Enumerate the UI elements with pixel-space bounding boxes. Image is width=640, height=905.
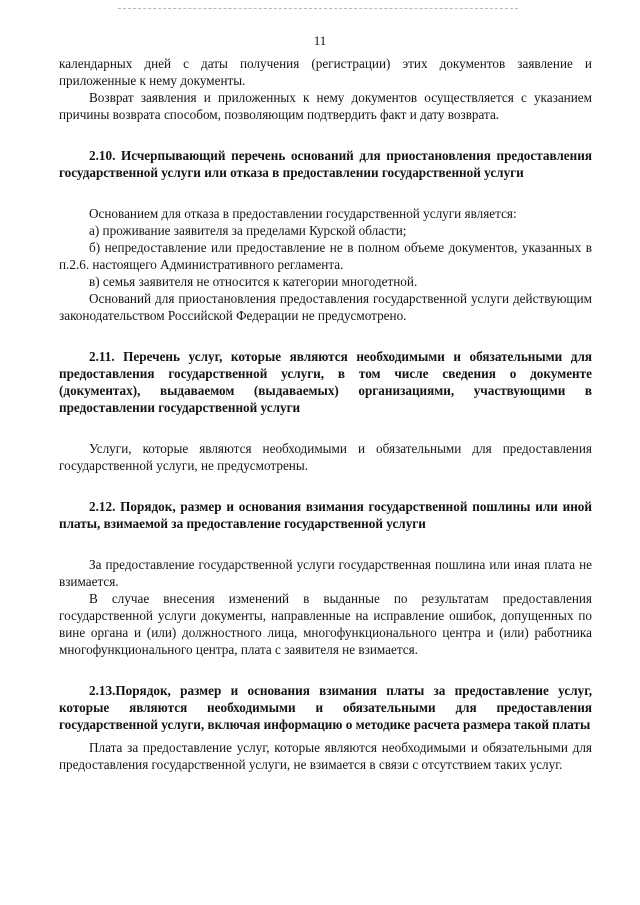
paragraph: Услуги, которые являются необходимыми и обязательными для предоставления государственной услуги, не предусмотрены.	[59, 441, 592, 473]
paragraph: Возврат заявления и приложенных к нему документов осуществляется с указанием причины возврата способом, позволяющим подтвердить факт и дату возврата.	[59, 90, 592, 122]
section-heading: 2.11. Перечень услуг, которые являются необходимыми и обязательными для предоставления государственной услуги, в том числе сведения о документе (документах), выдаваемом (выдаваемых) организациями, участвующими в предоставлении государственной услуги	[59, 349, 592, 415]
paragraph: календарных дней с даты получения (регистрации) этих документов заявление и приложенные к нему документы.	[59, 56, 592, 88]
paragraph: В случае внесения изменений в выданные по результатам предоставления государственной услуги документы, направленные на исправление ошибок, допущенных по вине органа и (или) должностного лица, многофункционального центра и (или) работника многофункционального центра, плата с заявителя не взимается.	[59, 591, 592, 657]
page-number: 11	[313, 33, 327, 48]
paragraph: Плата за предоставление услуг, которые являются необходимыми и обязательными для предоставления государственной услуги, не взимается в связи с отсутствием таких услуг.	[59, 740, 592, 772]
section-heading: 2.13.Порядок, размер и основания взимания платы за предоставление услуг, которые являются необходимыми и обязательными для предоставления государственной услуги, включая информацию о методике расчета размера такой платы	[59, 683, 592, 732]
top-border-line	[118, 8, 518, 9]
document-body	[59, 55, 592, 773]
paragraph: Оснований для приостановления предоставления государственной услуги действующим законодательством Российской Федерации не предусмотрено.	[59, 291, 592, 323]
section-heading: 2.12. Порядок, размер и основания взимания государственной пошлины или иной платы, взимаемой за предоставление государственной услуги	[59, 499, 592, 531]
section-heading: 2.10. Исчерпывающий перечень оснований для приостановления предоставления государственной услуги или отказа в предоставлении государственной услуги	[59, 148, 592, 180]
paragraph: Основанием для отказа в предоставлении государственной услуги является:	[89, 206, 517, 221]
paragraph: За предоставление государственной услуги государственная пошлина или иная плата не взимается.	[59, 557, 592, 589]
paragraph: в) семья заявителя не относится к категории многодетной.	[89, 274, 418, 289]
paragraph: б) непредоставление или предоставление не в полном объеме документов, указанных в п.2.6. настоящего Административного регламента.	[59, 240, 592, 272]
paragraph: а) проживание заявителя за пределами Курской области;	[89, 223, 407, 238]
